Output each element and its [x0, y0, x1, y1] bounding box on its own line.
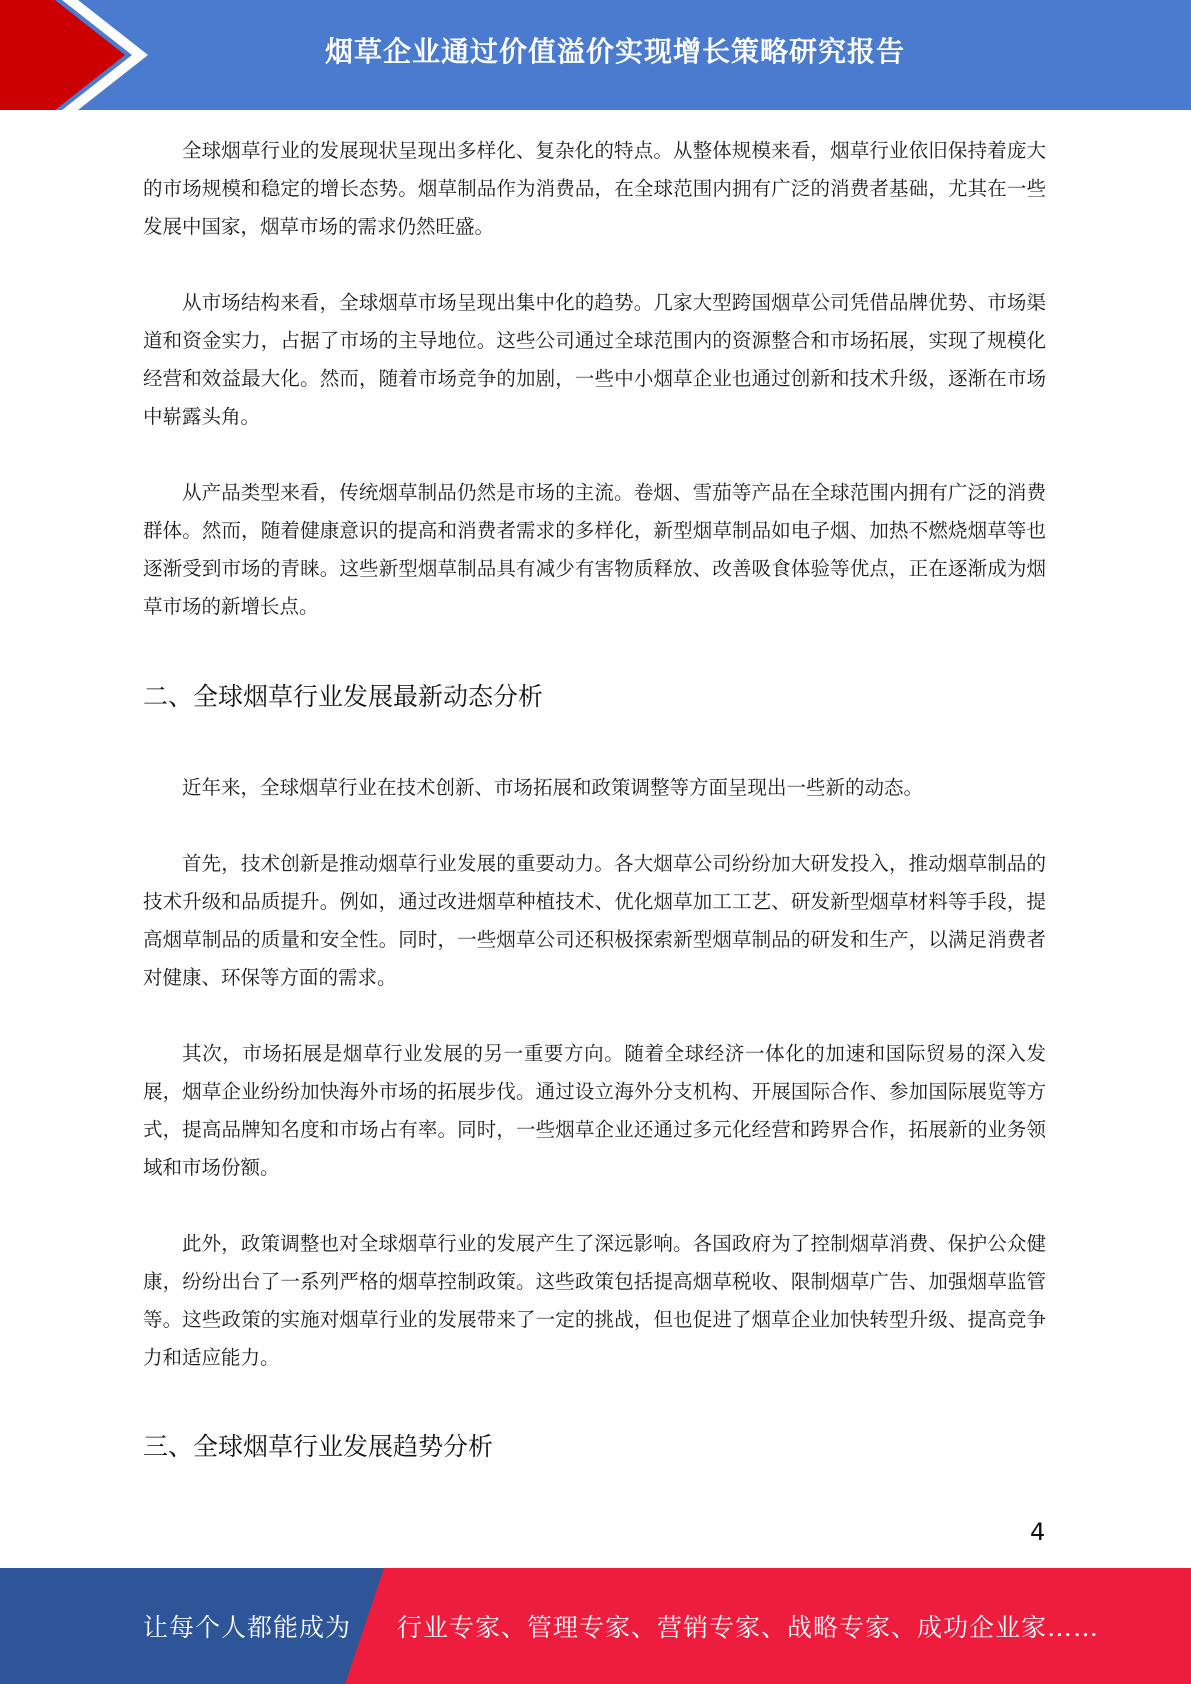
document-body — [143, 132, 1046, 1467]
footer-slogan-right: 行业专家、管理专家、营销专家、战略专家、成功企业家…… — [397, 1613, 1100, 1642]
paragraph-market-structure: 从市场结构来看，全球烟草市场呈现出集中化的趋势。几家大型跨国烟草公司凭借品牌优势、市场渠道和资金实力，占据了市场的主导地位。这些公司通过全球范围内的资源整合和市场拓展，实现了规模化经营和效益最大化。然而，随着市场竞争的加剧，一些中小烟草企业也通过创新和技术升级，逐渐在市场中崭露头角。 — [143, 291, 1046, 428]
header-bar — [0, 0, 1191, 110]
footer-slogan-left: 让每个人都能成为 — [143, 1613, 352, 1642]
paragraph-policy-adjustment: 此外，政策调整也对全球烟草行业的发展产生了深远影响。各国政府为了控制烟草消费、保护公众健康，纷纷出台了一系列严格的烟草控制政策。这些政策包括提高烟草税收、限制烟草广告、加强烟草监管等。这些政策的实施对烟草行业的发展带来了一定的挑战，但也促进了烟草企业加快转型升级、提高竞争力和适应能力。 — [143, 1232, 1046, 1369]
paragraph-product-types: 从产品类型来看，传统烟草制品仍然是市场的主流。卷烟、雪茄等产品在全球范围内拥有广泛的消费群体。然而，随着健康意识的提高和消费者需求的多样化，新型烟草制品如电子烟、加热不燃烧烟草等也逐渐受到市场的青睐。这些新型烟草制品具有减少有害物质释放、改善吸食体验等优点，正在逐渐成为烟草市场的新增长点。 — [143, 481, 1046, 618]
footer-banner — [0, 1568, 1191, 1684]
section-heading-trends: 三、全球烟草行业发展趋势分析 — [143, 1432, 494, 1461]
paragraph-recent-years: 近年来，全球烟草行业在技术创新、市场拓展和政策调整等方面呈现出一些新的动态。 — [182, 776, 924, 799]
document-title: 烟草企业通过价值溢价实现增长策略研究报告 — [324, 35, 905, 68]
paragraph-market-expansion: 其次，市场拓展是烟草行业发展的另一重要方向。随着全球经济一体化的加速和国际贸易的深入发展，烟草企业纷纷加快海外市场的拓展步伐。通过设立海外分支机构、开展国际合作、参加国际展览等方式，提高品牌知名度和市场占有率。同时，一些烟草企业还通过多元化经营和跨界合作，拓展新的业务领域和市场份额。 — [143, 1042, 1046, 1179]
paragraph-development-status: 全球烟草行业的发展现状呈现出多样化、复杂化的特点。从整体规模来看，烟草行业依旧保持着庞大的市场规模和稳定的增长态势。烟草制品作为消费品，在全球范围内拥有广泛的消费者基础，尤其在一些发展中国家，烟草市场的需求仍然旺盛。 — [143, 139, 1046, 238]
page-number: 4 — [1030, 1518, 1046, 1546]
section-heading-latest-dynamics: 二、全球烟草行业发展最新动态分析 — [143, 682, 544, 711]
paragraph-tech-innovation: 首先，技术创新是推动烟草行业发展的重要动力。各大烟草公司纷纷加大研发投入，推动烟草制品的技术升级和品质提升。例如，通过改进烟草种植技术、优化烟草加工工艺、研发新型烟草材料等手段，提高烟草制品的质量和安全性。同时，一些烟草公司还积极探索新型烟草制品的研发和生产，以满足消费者对健康、环保等方面的需求。 — [143, 852, 1046, 989]
